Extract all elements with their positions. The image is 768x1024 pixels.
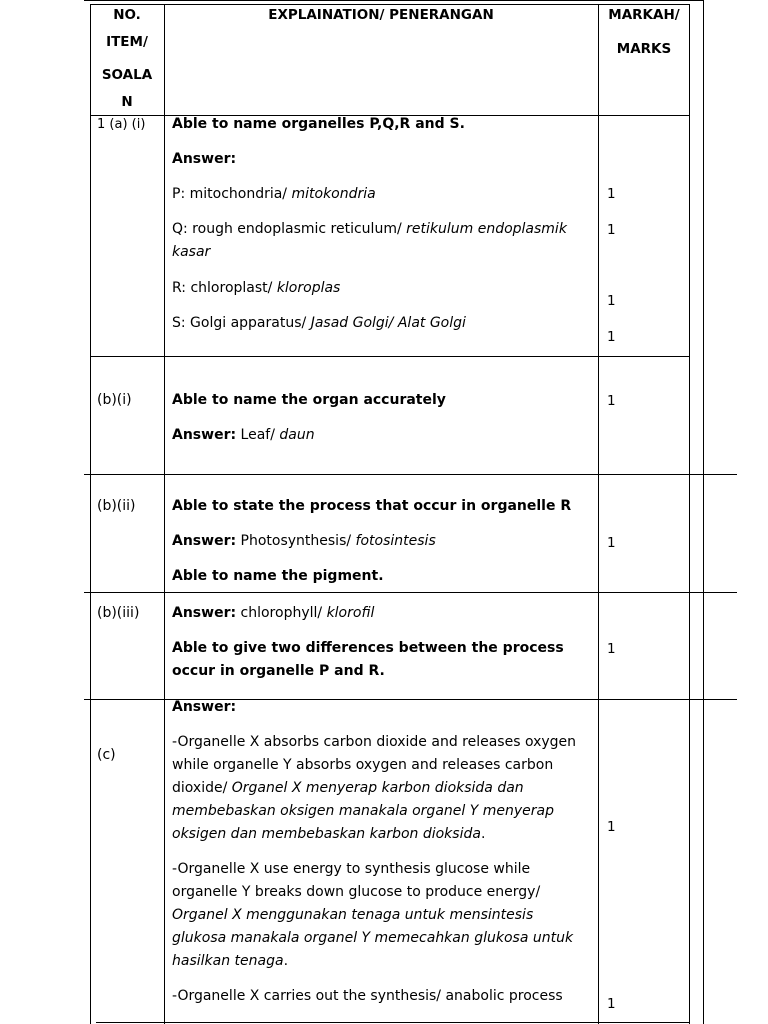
explanation-cell: [172, 602, 597, 683]
difference-line: while organelle Y absorbs oxygen and releases carbon: [172, 757, 554, 773]
difference-line: -Organelle X use energy to synthesis glucose while: [172, 861, 531, 877]
row-divider-1: [90, 356, 689, 357]
difference-line: hasilkan tenaga.: [172, 953, 289, 969]
header-marks-column: MARKAH/ MARKS: [608, 7, 680, 57]
header-explanation-column: EXPLAINATION/ PENERANGAN: [268, 7, 494, 23]
col-divider-2: [598, 4, 599, 1024]
mark-value: 1: [607, 393, 616, 409]
difference-line: -Organelle X absorbs carbon dioxide and releases oxygen: [172, 734, 577, 750]
difference-line: dioxide/ Organel X menyerap karbon dioksida dan: [172, 780, 524, 796]
col-divider-1: [164, 4, 165, 1024]
table-border-left: [90, 4, 91, 1024]
difference-line: oksigen dan membebaskan karbon dioksida.: [172, 826, 486, 842]
difference-line: membebaskan oksigen manakala organel Y menyerap: [172, 803, 554, 819]
item-label: (b)(ii): [97, 498, 136, 514]
difference-line: glukosa manakala organel Y memecahkan glukosa untuk: [172, 930, 574, 946]
mark-value: 1: [607, 819, 616, 835]
explanation-cell: [172, 113, 592, 335]
difference-line: Organel X menggunakan tenaga untuk mensintesis: [172, 907, 534, 923]
criterion-text: Able to name the organ accurately: [172, 392, 446, 408]
criterion-text: Able to give two differences between the process: [172, 640, 564, 656]
criterion-text: Able to name the pigment.: [172, 568, 384, 584]
answer-line: Q: rough endoplasmic reticulum/ retikulum endoplasmik kasar: [172, 221, 567, 260]
row-divider-3: [84, 592, 737, 593]
explanation-cell: [172, 389, 592, 447]
table-border-right-outer: [703, 0, 704, 1024]
difference-line: organelle Y breaks down glucose to produce energy/: [172, 884, 541, 900]
mark-value: 1: [607, 222, 616, 238]
difference-line: -Organelle X carries out the synthesis/ anabolic process: [172, 988, 563, 1004]
mark-value: 1: [607, 293, 616, 309]
answer-line: Answer: Photosynthesis/ fotosintesis: [172, 533, 436, 549]
mark-value: 1: [607, 535, 616, 551]
header-item-column: NO. ITEM/ SOALA N: [101, 7, 153, 110]
mark-value: 1: [607, 329, 616, 345]
mark-value: 1: [607, 996, 616, 1012]
item-label: (b)(i): [97, 392, 132, 408]
answer-line: S: Golgi apparatus/ Jasad Golgi/ Alat Golgi: [172, 315, 466, 331]
item-label: 1 (a) (i): [97, 117, 146, 132]
table-border-bottom: [96, 1022, 689, 1023]
criterion-text: Able to name organelles P,Q,R and S.: [172, 116, 465, 132]
explanation-cell: [172, 696, 597, 1008]
mark-value: 1: [607, 186, 616, 202]
answer-line: Answer: chlorophyll/ klorofil: [172, 605, 375, 621]
criterion-text: occur in organelle P and R.: [172, 663, 385, 679]
table-border-top: [84, 0, 703, 1]
criterion-text: Able to state the process that occur in organelle R: [172, 498, 572, 514]
answer-line: Answer: Leaf/ daun: [172, 427, 315, 443]
mark-value: 1: [607, 641, 616, 657]
answer-label: Answer:: [172, 151, 237, 167]
answer-label: Answer:: [172, 699, 237, 715]
item-label: (b)(iii): [97, 605, 140, 621]
explanation-cell: [172, 495, 597, 588]
table-border-right-inner: [689, 4, 690, 1024]
answer-line: R: chloroplast/ kloroplas: [172, 280, 341, 296]
answer-line: P: mitochondria/ mitokondria: [172, 186, 376, 202]
item-label: (c): [97, 747, 116, 763]
row-divider-2: [84, 474, 737, 475]
